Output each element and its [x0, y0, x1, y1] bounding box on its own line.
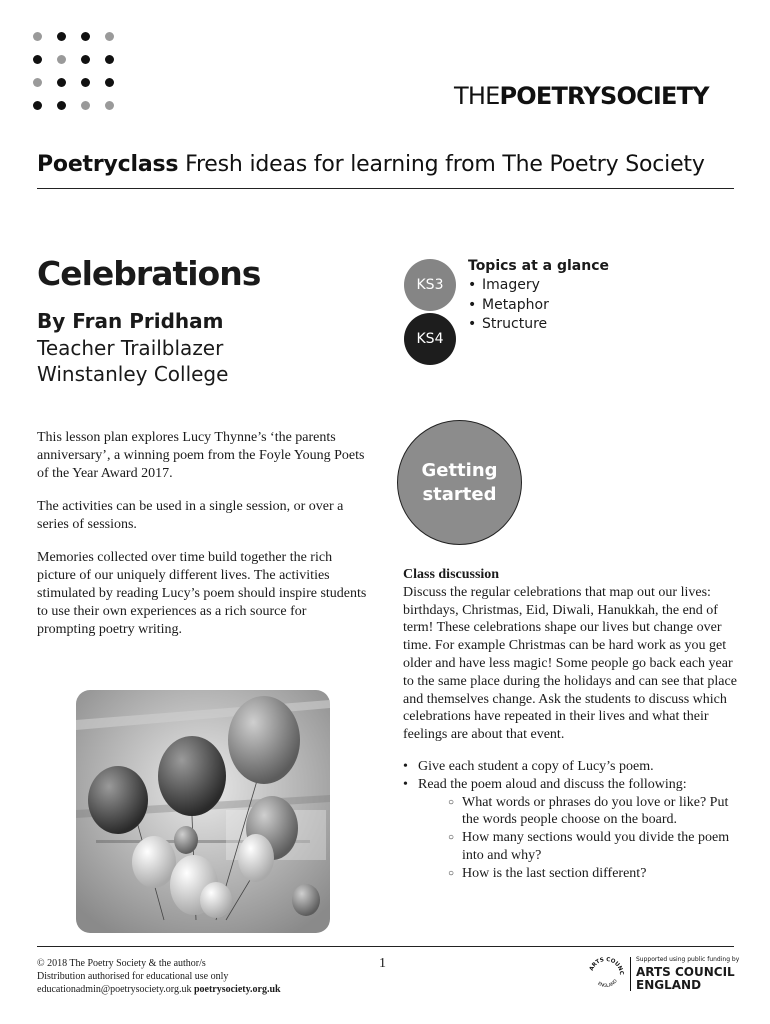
dot-grid-logo	[33, 32, 115, 110]
key-stage-badge-ks4: KS4	[404, 313, 456, 365]
list-item-text: Read the poem aloud and discuss the following:	[418, 776, 687, 792]
balloons-photo	[76, 690, 330, 933]
role-line-1: Teacher Trailblazer	[37, 336, 224, 360]
arts-council-line-1: ARTS COUNCIL	[636, 965, 735, 979]
svg-text:ARTS COUNCIL	[586, 955, 624, 975]
funding-note: Supported using public funding by	[636, 956, 740, 963]
footer-divider	[37, 946, 734, 947]
arts-council-line-2: ENGLAND	[636, 978, 702, 992]
topics-box	[468, 258, 609, 335]
copyright: © 2018 The Poetry Society & the author/s	[37, 958, 206, 969]
poetry-society-logo	[454, 82, 709, 110]
arts-council-logo	[586, 955, 740, 993]
brand-bold: POETRYSOCIETY	[499, 82, 709, 110]
getting-started-badge: Getting started	[397, 420, 522, 545]
footer-text	[37, 957, 281, 996]
intro-paragraph: Memories collected over time build together the rich picture of our uniquely different lives. The activities stimulated by reading Lucy’s poem should inspire students to use their own experiences as a rich source for prompting poetry writing.	[37, 550, 367, 637]
key-stage-badge-ks3: KS3	[404, 259, 456, 311]
role-line-2: Winstanley College	[37, 362, 229, 386]
intro-paragraph: The activities can be used in a single session, or over a series of sessions.	[37, 499, 344, 532]
seal-bottom-text: ENGLAND	[596, 978, 619, 990]
topic-item: • Structure	[468, 315, 609, 335]
page-number: 1	[379, 956, 386, 971]
tagline-text: Fresh ideas for learning from The Poetry Society	[185, 152, 705, 177]
page-title: Celebrations	[37, 254, 261, 293]
intro-text	[37, 429, 367, 654]
intro-paragraph: This lesson plan explores Lucy Thynne’s ‘the parents anniversary’, a winning poem from the Foyle Young Poets of the Year Award 2017.	[37, 430, 365, 481]
list-item: • Give each student a copy of Lucy’s poem.	[403, 758, 738, 776]
sub-list-item: ○ How is the last section different?	[418, 865, 738, 883]
topics-heading: Topics at a glance	[468, 258, 609, 274]
distribution-note: Distribution authorised for educational use only	[37, 971, 229, 982]
contact-email[interactable]: educationadmin@poetrysociety.org.uk	[37, 984, 192, 995]
topic-item: • Metaphor	[468, 296, 609, 316]
seal-top-text: ARTS COUNC	[588, 956, 625, 976]
sub-list-item: ○ How many sections would you divide the poem into and why?	[418, 829, 738, 865]
class-discussion-section	[403, 566, 738, 883]
brand-pre: THE	[454, 82, 500, 110]
website-link[interactable]: poetrysociety.org.uk	[193, 984, 281, 995]
arts-council-seal-icon	[586, 955, 626, 993]
tagline	[37, 152, 705, 177]
author-role	[37, 335, 228, 387]
header-divider	[37, 188, 734, 189]
list-item	[403, 776, 738, 883]
tagline-series: Poetryclass	[37, 152, 179, 177]
author-name: By Fran Pridham	[37, 309, 224, 333]
class-discussion-heading: Class discussion	[403, 567, 500, 582]
svg-text:ENGLAND	[596, 978, 619, 989]
topic-item: • Imagery	[468, 276, 609, 296]
class-discussion-body: Discuss the regular celebrations that map out our lives: birthdays, Christmas, Eid, Diwali, Hanukkah, the end of term! These celebrations shape our lives but change over time. For example Christmas can be hard work as you get older and have less magic! Some people go back each year to the same place during the holidays and can see that place and themselves change. Ask the students to discuss which celebrations have repeated in their lives and what their feelings are about that event.	[403, 584, 737, 743]
arts-council-name	[636, 966, 735, 992]
sub-list-item: ○ What words or phrases do you love or like? Put the words people choose on the board.	[418, 794, 738, 830]
